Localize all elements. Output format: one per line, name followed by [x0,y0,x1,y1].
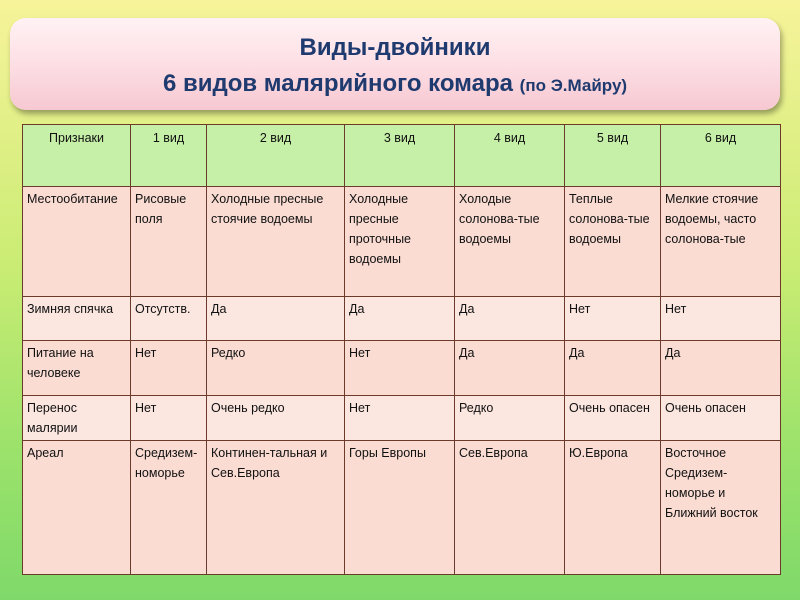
subtitle-author: (по Э.Майру) [519,76,628,95]
table-header-row [23,125,781,187]
header-cell: 2 вид [207,125,345,187]
table-cell: Да [661,341,781,396]
table-cell: Да [345,297,455,341]
header-cell: Признаки [23,125,131,187]
table-cell: Ареал [23,441,131,575]
table-cell: Ю.Европа [565,441,661,575]
table-cell: Перенос малярии [23,396,131,441]
table-row [23,441,781,575]
title-panel [10,18,780,110]
table-cell: Теплые солонова-тые водоемы [565,187,661,297]
table-cell: Сев.Европа [455,441,565,575]
table-cell: Холодные пресные проточные водоемы [345,187,455,297]
table-cell: Очень опасен [565,396,661,441]
header-cell: 6 вид [661,125,781,187]
table-cell: Местообитание [23,187,131,297]
table-row [23,341,781,396]
table-row [23,187,781,297]
table-cell: Да [455,297,565,341]
table-row [23,297,781,341]
table-cell: Нет [345,341,455,396]
table-cell: Да [565,341,661,396]
header-cell: 1 вид [131,125,207,187]
table-cell: Отсутств. [131,297,207,341]
table-cell: Нет [661,297,781,341]
header-cell: 3 вид [345,125,455,187]
table-row [23,396,781,441]
table-cell: Нет [131,341,207,396]
table-cell: Восточное Средизем-номорье и Ближний восток [661,441,781,575]
table-cell: Нет [131,396,207,441]
table-cell: Очень опасен [661,396,781,441]
table-cell: Нет [345,396,455,441]
table-cell: Горы Европы [345,441,455,575]
table-cell: Редко [207,341,345,396]
header-cell: 5 вид [565,125,661,187]
table-cell: Питание на человеке [23,341,131,396]
table-cell: Зимняя спячка [23,297,131,341]
header-cell: 4 вид [455,125,565,187]
table-cell: Холодные пресные стоячие водоемы [207,187,345,297]
table-cell: Очень редко [207,396,345,441]
subtitle-text: 6 видов малярийного комара [162,70,513,97]
table-cell: Средизем-номорье [131,441,207,575]
table-cell: Нет [565,297,661,341]
table-cell: Холодые солонова-тые водоемы [455,187,565,297]
table-cell: Мелкие стоячие водоемы, часто солонова-тые [661,187,781,297]
species-table [22,124,781,575]
table-cell: Рисовые поля [131,187,207,297]
table-cell: Да [207,297,345,341]
page-subtitle [10,70,780,98]
page-title: Виды-двойники [299,34,491,61]
table-cell: Редко [455,396,565,441]
table-cell: Континен-тальная и Сев.Европа [207,441,345,575]
table-cell: Да [455,341,565,396]
